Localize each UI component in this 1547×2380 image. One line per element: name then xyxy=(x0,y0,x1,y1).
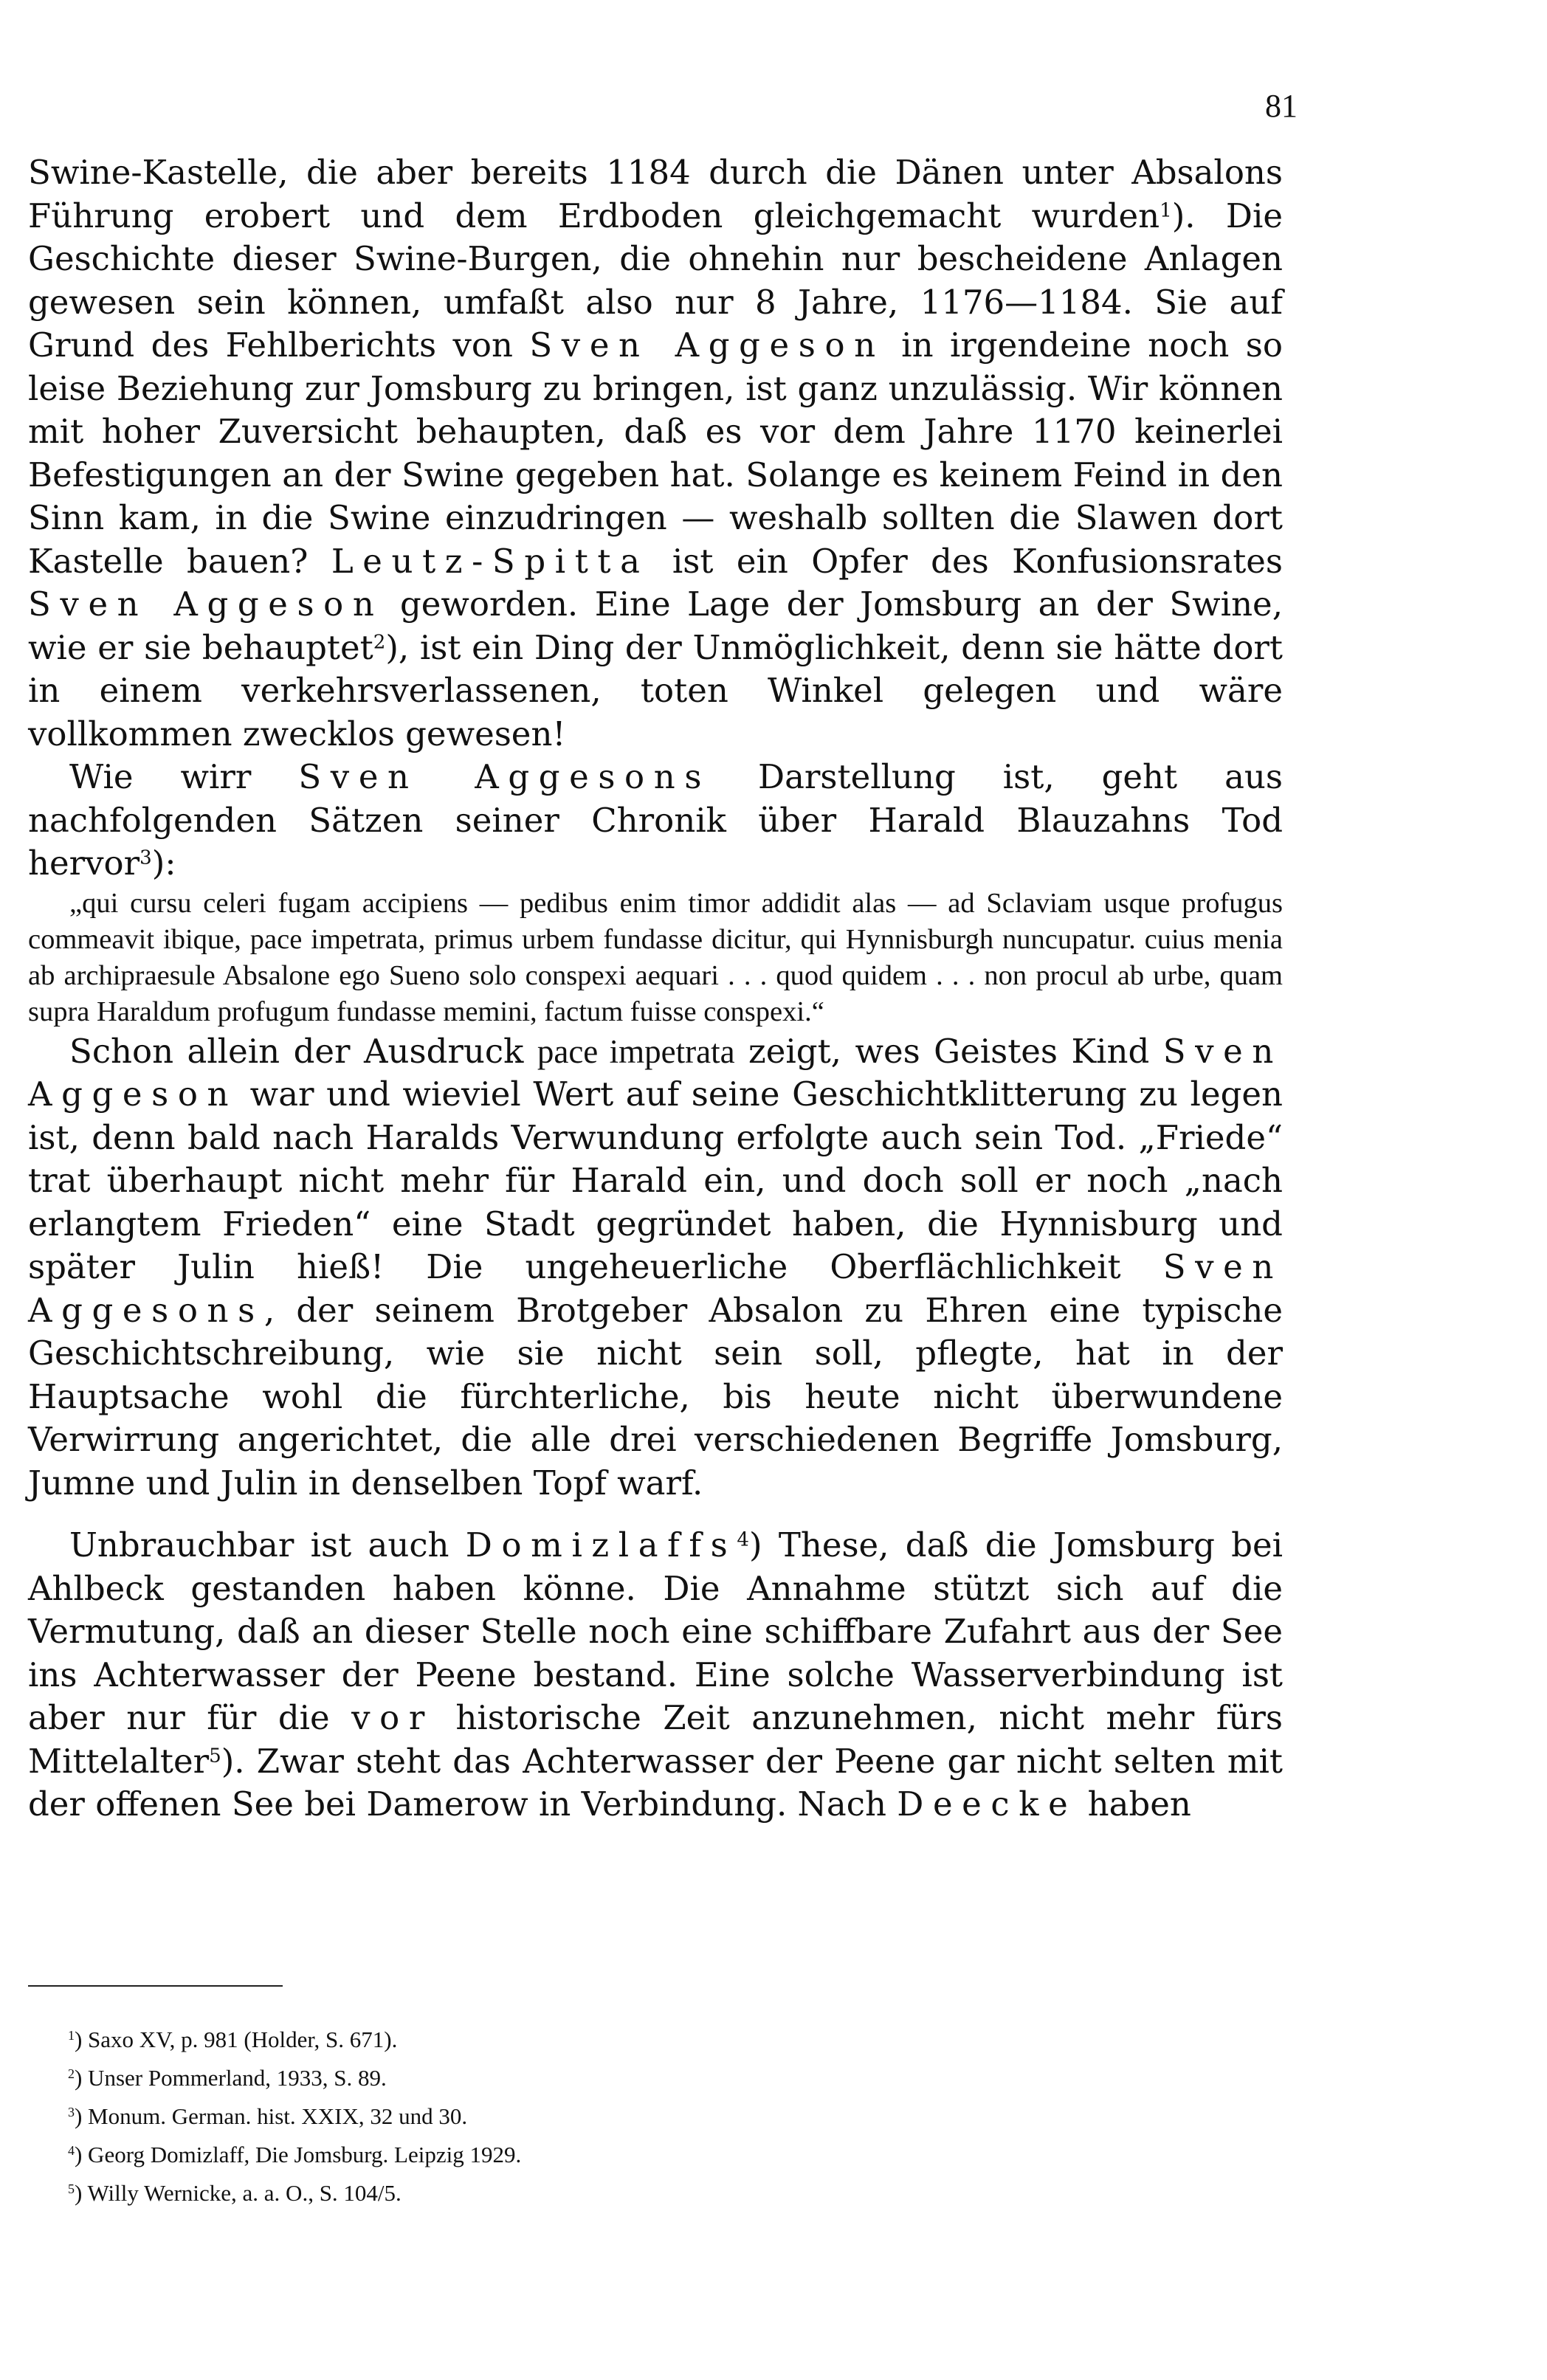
footnote-mark: 5 xyxy=(68,2181,75,2197)
text-run: Swine-Kastelle, die aber bereits 1184 durch die Dänen unter Absalons Führung erobert und dem Erdboden gleichgemacht wurden xyxy=(28,153,1283,235)
quote-text: „qui cursu celeri fugam accipiens — pedibus enim timor addidit alas — ad Sclaviam usque profugus commeavit ibique, pace impetrata, primus urbem fundasse dicitur, qui Hynnisburgh nuncupatur. cuius menia ab archipraesule Absalone ego Sueno solo conspexi aequari . . . quod quidem . . . non procul ab urbe, quam supra Haraldum profugum fundasse memini, factum fuisse conspexi.“ xyxy=(28,887,1283,1027)
text-run: in irgendeine noch so leise Beziehung zur Jomsburg zu bringen, ist ganz unzulässig. Wir können mit hoher Zuversicht behaupten, daß es vor dem Jahre 1170 keinerlei Befestigungen an der Swine gegeben hat. Solange es keinem Feind in den Sinn kam, in die Swine einzudringen — weshalb sollten die Slawen dort Kastelle bauen? xyxy=(28,325,1283,581)
text-run: Schon allein der Ausdruck xyxy=(69,1031,537,1071)
footnote-ref: 3 xyxy=(139,846,152,869)
paragraph-4 xyxy=(28,1524,1283,1827)
footnote-ref: 4 xyxy=(737,1528,749,1551)
emphasis-spaced: vor xyxy=(351,1698,434,1737)
footnote-text: ) Monum. German. hist. XXIX, 32 und 30. xyxy=(74,2103,468,2129)
text-run: Unbrauchbar ist auch xyxy=(69,1525,466,1565)
footnote-text: ) Saxo XV, p. 981 (Holder, S. 671). xyxy=(74,2027,398,2052)
text-run: zeigt, wes Geistes Kind xyxy=(734,1031,1163,1071)
page-number: 81 xyxy=(1265,88,1298,124)
text-run: ) These, daß die Jomsburg bei Ahlbeck gestanden haben könne. Die Annahme stützt sich auf die Vermutung, daß an dieser Stelle noch eine schiffbare Zufahrt aus der See ins Achterwasser der Peene bestand. Eine solche Wasserverbindung ist aber nur für die xyxy=(28,1525,1283,1737)
text-run: ): xyxy=(151,844,176,883)
latin-quote xyxy=(28,886,1283,1030)
author-name-spaced: Sven Aggeson xyxy=(28,1031,1283,1114)
text-run: ), ist ein Ding der Unmöglichkeit, denn sie hätte dort in einem verkehrsverlassenen, toten Winkel gelegen und wäre vollkommen zwecklos gewesen! xyxy=(28,627,1284,753)
text-run: ist ein Opfer des Konfusionsrates xyxy=(649,541,1283,581)
paragraph-2 xyxy=(28,756,1283,886)
body-text xyxy=(28,151,1283,1827)
footnotes xyxy=(68,2021,1101,2212)
text-run: historische Zeit anzunehmen, nicht mehr fürs Mittelalter xyxy=(28,1698,1283,1781)
footnote-mark: 3 xyxy=(68,2105,75,2120)
latin-phrase: pace impetrata xyxy=(537,1032,735,1070)
paragraph-3 xyxy=(28,1030,1283,1505)
footnote-mark: 4 xyxy=(68,2143,75,2159)
text-run: , der seinem Brotgeber Absalon zu Ehren eine typische Geschichtschreibung, wie sie nicht sein soll, pflegte, hat in der Hauptsache wohl die fürchterliche, bis heute nicht überwundene Verwirrung angerichtet, die alle drei verschiedenen Begriffe Jomsburg, Jumne und Julin in denselben Topf warf. xyxy=(28,1290,1283,1503)
text-run: war und wieviel Wert auf seine Geschichtklitterung zu legen ist, denn bald nach Haralds Verwundung erfolgte auch sein Tod. „Friede“ trat überhaupt nicht mehr für Harald ein, und doch soll er noch „nach erlangtem Frieden“ eine Stadt gegründet haben, die Hynnisburg und später Julin hieß! Die ungeheuerliche Oberflächlichkeit xyxy=(28,1075,1283,1286)
author-name-spaced: Sven Aggesons xyxy=(28,1247,1283,1330)
footnote-text: ) Unser Pommerland, 1933, S. 89. xyxy=(74,2065,387,2091)
author-name-spaced: Domizlaffs xyxy=(465,1525,737,1565)
footnote-2 xyxy=(68,2059,1101,2097)
author-name-spaced: Deecke xyxy=(897,1784,1078,1824)
footnote-3 xyxy=(68,2097,1101,2136)
author-name-spaced: Sven Aggeson xyxy=(529,325,885,365)
footnote-4 xyxy=(68,2136,1101,2174)
text-run: geworden. Eine Lage der Jomsburg an der Swine, wie er sie behauptet xyxy=(28,584,1283,667)
footnote-ref: 5 xyxy=(209,1745,221,1767)
footnote-mark: 2 xyxy=(68,2066,75,2082)
text-run: ). Die Geschichte dieser Swine-Burgen, die ohnehin nur bescheidene Anlagen gewesen sein können, umfaßt also nur 8 Jahre, 1176—1184. Sie auf Grund des Fehlberichts von xyxy=(28,196,1283,365)
author-name-spaced: Sven Aggesons xyxy=(298,757,712,796)
footnote-5 xyxy=(68,2174,1101,2212)
text-run: Wie wirr xyxy=(69,757,299,796)
footnote-ref: 2 xyxy=(373,631,386,654)
text-run: Darstellung ist, geht aus nachfolgenden Sätzen seiner Chronik über Harald Blauzahns Tod hervor xyxy=(28,757,1284,883)
paragraph-1 xyxy=(28,151,1283,756)
author-name-spaced: Leutz-Spitta xyxy=(331,541,650,581)
footnote-text: ) Willy Wernicke, a. a. O., S. 104/5. xyxy=(74,2180,402,2206)
author-name-spaced: Sven Aggeson xyxy=(28,584,384,624)
text-run: ). Zwar steht das Achterwasser der Peene gar nicht selten mit der offenen See bei Damerow in Verbindung. Nach xyxy=(28,1741,1283,1824)
footnote-ref: 1 xyxy=(1160,199,1172,222)
footnote-divider xyxy=(28,1985,283,1987)
text-run: haben xyxy=(1077,1784,1191,1824)
footnote-text: ) Georg Domizlaff, Die Jomsburg. Leipzig 1929. xyxy=(74,2142,522,2167)
footnote-1 xyxy=(68,2021,1101,2059)
footnote-mark: 1 xyxy=(68,2028,75,2043)
